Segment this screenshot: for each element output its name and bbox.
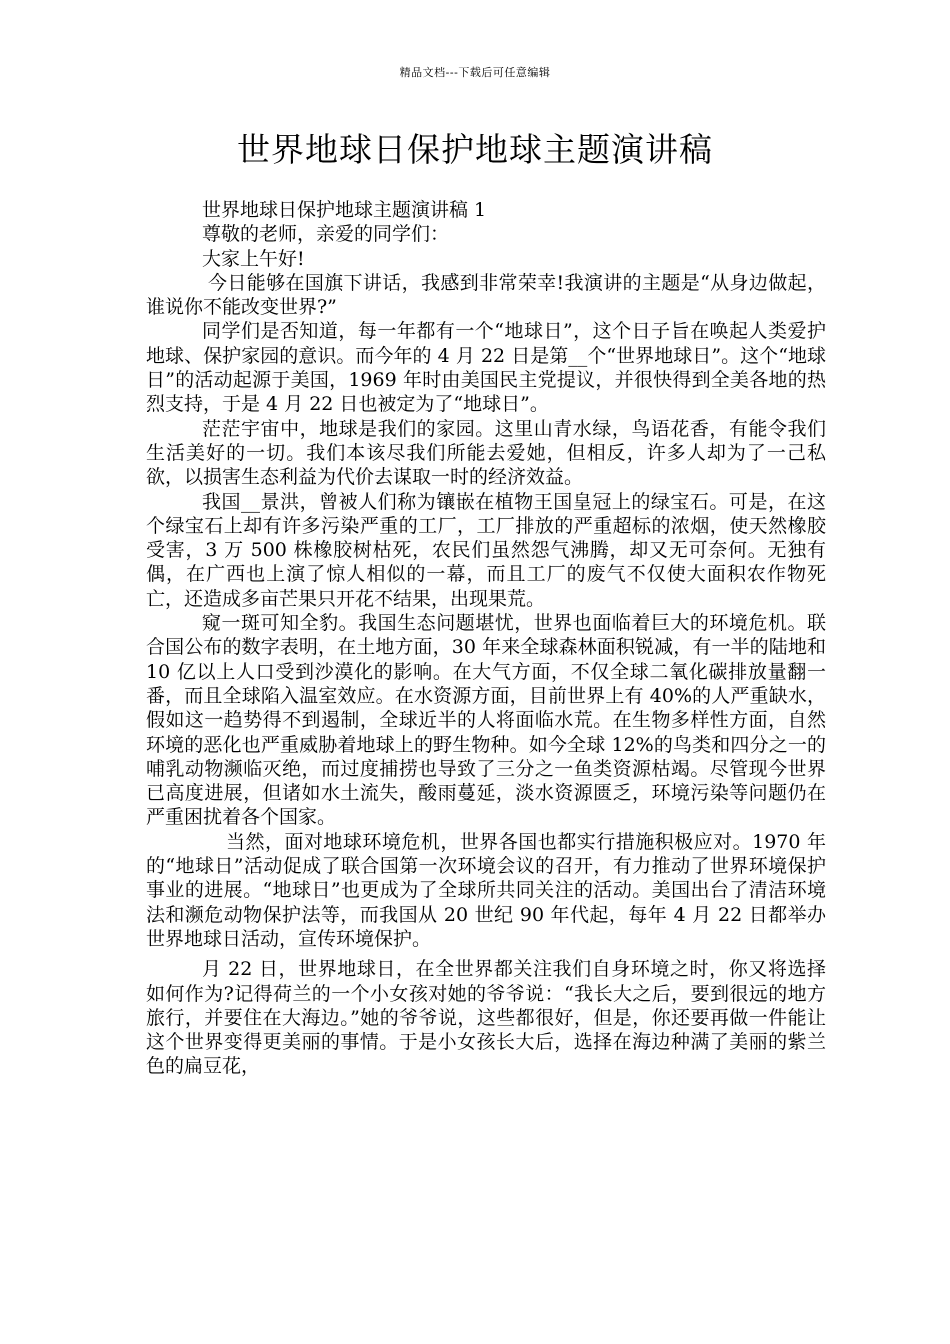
document-body bbox=[146, 198, 826, 1079]
paragraph-home: 茫茫宇宙中，地球是我们的家园。这里山青水绿，鸟语花香，有能令我们生活美好的一切。我们本该尽我们所能去爱她，但相反，许多人却为了一己私欲，以损害生态利益为代价去谋取一时的经济效益。 bbox=[146, 417, 826, 489]
paragraph-world-crisis: 窥一斑可知全豹。我国生态问题堪忧，世界也面临着巨大的环境危机。联合国公布的数字表明，在土地方面，30 年来全球森林面积锐减，有一半的陆地和 10 亿以上人口受到沙漠化的影响。在大气方面，不仅全球二氧化碳排放量翻一番，而且全球陷入温室效应。在水资源方面，目前世界上有 40%的人严重缺水，假如这一趋势得不到遏制，全球近半的人将面临水荒。在生物多样性方面，自然环境的恶化也严重威胁着地球上的野生物种。如今全球 12%的鸟类和四分之一的哺乳动物濒临灭绝，而过度捕捞也导致了三分之一鱼类资源枯竭。尽管现今世界已高度进展，但诸如水土流失，酸雨蔓延，淡水资源匮乏，环境污染等问题仍在严重困扰着各个国家。 bbox=[146, 612, 826, 829]
header-note: 精品文档---下载后可任意编辑 bbox=[399, 66, 551, 79]
paragraph-april-22: 月 22 日，世界地球日，在全世界都关注我们自身环境之时，你又将选择如何作为?记得荷兰的一个小女孩对她的爷爷说：“我长大之后，要到很远的地方旅行，并要住在大海边。”她的爷爷说，这些都很好，但是，你还要再做一件能让这个世界变得更美丽的事情。于是小女孩长大后，选择在海边种满了美丽的紫兰色的扁豆花， bbox=[146, 958, 826, 1078]
paragraph-earth-day: 同学们是否知道，每一年都有一个“地球日”，这个日子旨在唤起人类爱护地球、保护家园的意识。而今年的 4 月 22 日是第__个“世界地球日”。这个“地球日”的活动起源于美国，1969 年时由美国民主党提议，并很快得到全美各地的热烈支持，于是 4 月 22 日也被定为了“地球日”。 bbox=[146, 320, 826, 416]
document-title: 世界地球日保护地球主题演讲稿 bbox=[237, 130, 713, 169]
paragraph-intro: 今日能够在国旗下讲话，我感到非常荣幸!我演讲的主题是“从身边做起，谁说你不能改变世界?” bbox=[146, 271, 826, 319]
salutation: 尊敬的老师，亲爱的同学们： bbox=[202, 223, 450, 246]
greeting: 大家上午好! bbox=[202, 247, 305, 270]
document-subtitle: 世界地球日保护地球主题演讲稿 1 bbox=[202, 199, 487, 221]
paragraph-jinghong: 我国__景洪，曾被人们称为镶嵌在植物王国皇冠上的绿宝石。可是，在这个绿宝石上却有许多污染严重的工厂，工厂排放的严重超标的浓烟，使天然橡胶受害，3 万 500 株橡胶树枯死，农民们虽然怨气沸腾，却又无可奈何。无独有偶，在广西也上演了惊人相似的一幕，而且工厂的废气不仅使大面积农作物死亡，还造成多亩芒果只开花不结果，出现果荒。 bbox=[146, 490, 826, 610]
paragraph-response: 当然，面对地球环境危机，世界各国也都实行措施积极应对。1970 年的“地球日”活动促成了联合国第一次环境会议的召开，有力推动了世界环境保护事业的进展。“地球日”也更成为了全球所共同关注的活动。美国出台了清洁环境法和濒危动物保护法等，而我国从 20 世纪 90 年代起，每年 4 月 22 日都举办世界地球日活动，宣传环境保护。 bbox=[146, 830, 826, 950]
